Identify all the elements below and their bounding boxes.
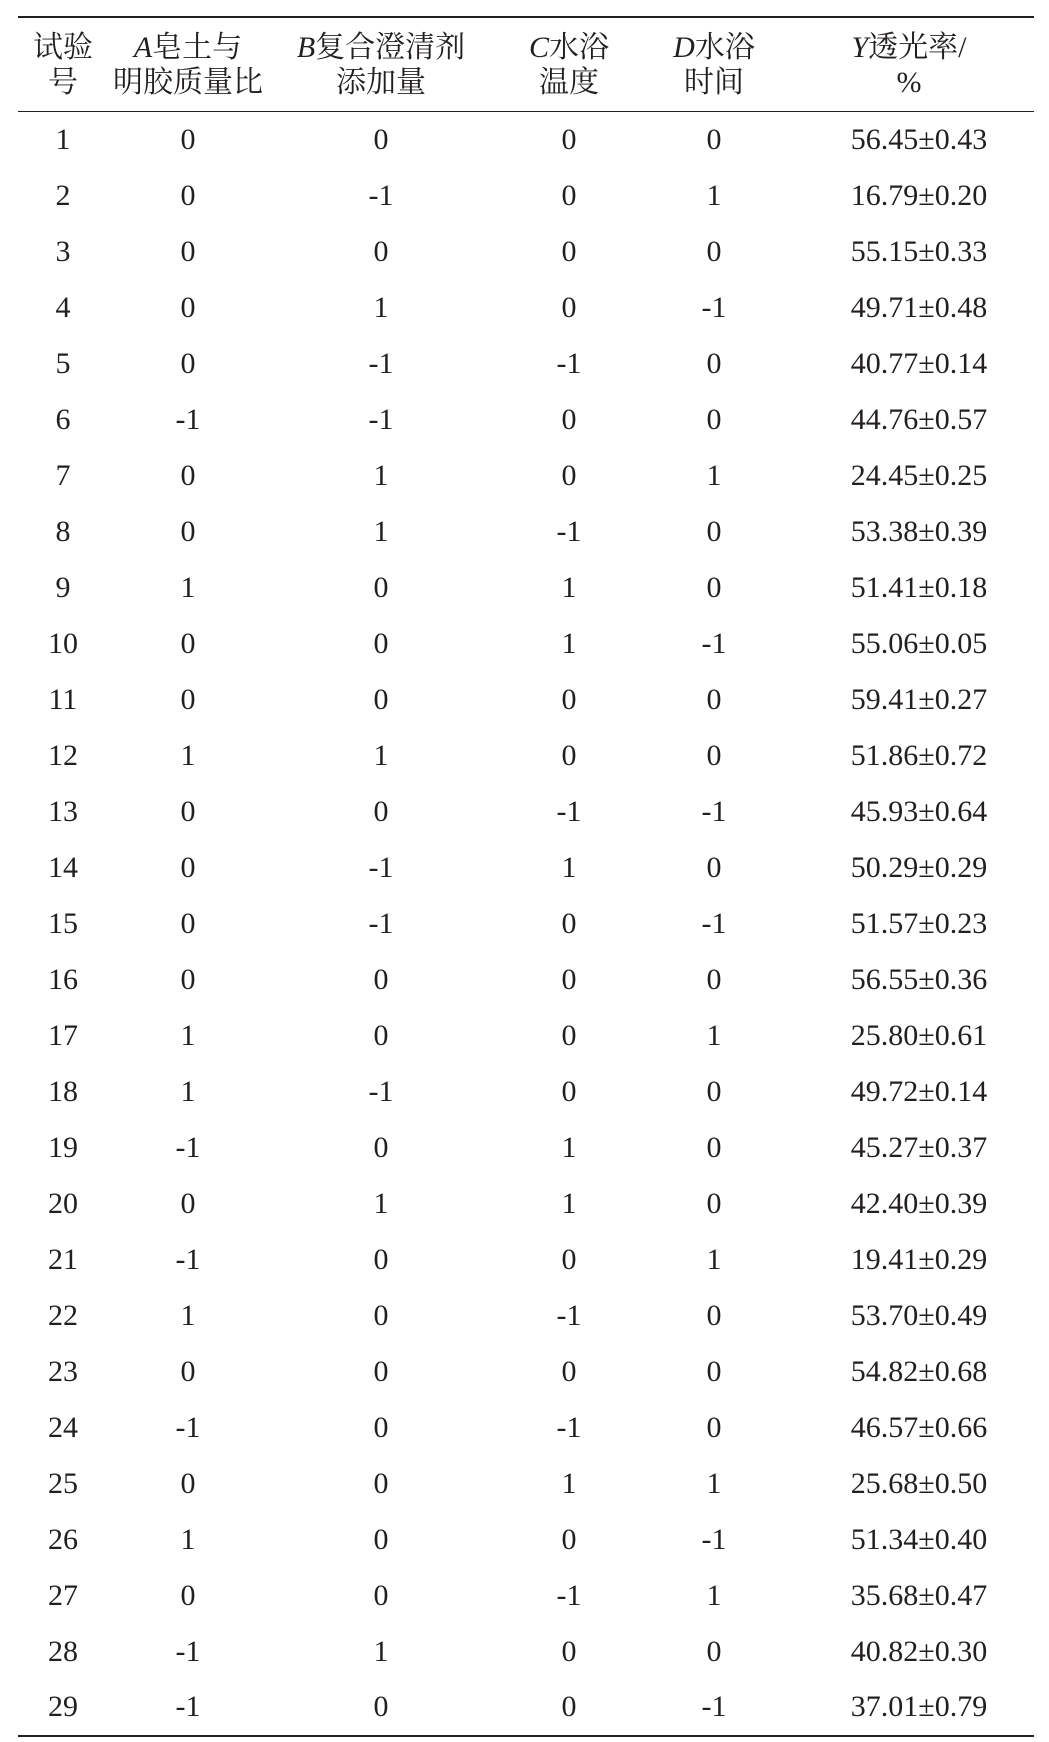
- table-row: [18, 1680, 1034, 1736]
- cell-trial-number: 7: [55, 458, 71, 492]
- cell-factor-b: 1: [373, 1186, 389, 1220]
- cell-trial-number: 1: [55, 122, 71, 156]
- cell-factor-d: 1: [706, 1578, 722, 1612]
- cell-factor-b: 0: [373, 1578, 389, 1612]
- cell-factor-b: -1: [368, 402, 394, 436]
- header-var: C: [528, 30, 549, 64]
- cell-transmittance: 42.40±0.39: [850, 1186, 988, 1220]
- table-row: [18, 784, 1034, 840]
- cell-trial-number: 12: [48, 738, 78, 772]
- table-row: [18, 1120, 1034, 1176]
- cell-factor-d: 1: [706, 1466, 722, 1500]
- cell-factor-b: 0: [373, 1522, 389, 1556]
- cell-factor-b: 0: [373, 682, 389, 716]
- cell-trial-number: 28: [48, 1634, 78, 1668]
- cell-factor-b: 1: [373, 514, 389, 548]
- header-var: B: [296, 30, 316, 64]
- table-row: [18, 728, 1034, 784]
- cell-transmittance: 55.15±0.33: [850, 234, 988, 268]
- cell-factor-a: 1: [180, 1018, 196, 1052]
- cell-trial-number: 17: [48, 1018, 78, 1052]
- cell-transmittance: 19.41±0.29: [850, 1242, 988, 1276]
- cell-factor-c: 0: [561, 234, 577, 268]
- cell-trial-number: 16: [48, 962, 78, 996]
- cell-factor-c: 0: [561, 906, 577, 940]
- cell-trial-number: 22: [48, 1298, 78, 1332]
- cell-trial-number: 24: [48, 1410, 78, 1444]
- cell-factor-a: 0: [180, 290, 196, 324]
- cell-trial-number: 3: [55, 234, 71, 268]
- cell-trial-number: 6: [55, 402, 71, 436]
- cell-factor-a: 1: [180, 1074, 196, 1108]
- cell-transmittance: 51.86±0.72: [850, 738, 988, 772]
- cell-factor-c: 0: [561, 290, 577, 324]
- table-row: [18, 448, 1034, 504]
- cell-trial-number: 10: [48, 626, 78, 660]
- experiment-results-table: [18, 16, 1034, 1737]
- cell-factor-c: 1: [561, 1186, 577, 1220]
- header-label-line1: 透光率/: [868, 30, 967, 64]
- header-response-y: [784, 17, 1034, 112]
- cell-trial-number: 26: [48, 1522, 78, 1556]
- cell-trial-number: 14: [48, 850, 78, 884]
- cell-factor-c: 0: [561, 1354, 577, 1388]
- cell-factor-d: 0: [706, 402, 722, 436]
- cell-factor-c: -1: [556, 794, 582, 828]
- cell-transmittance: 51.41±0.18: [850, 570, 988, 604]
- cell-factor-d: 0: [706, 346, 722, 380]
- cell-factor-a: 0: [180, 346, 196, 380]
- cell-factor-d: 0: [706, 122, 722, 156]
- cell-transmittance: 40.82±0.30: [850, 1634, 988, 1668]
- cell-trial-number: 23: [48, 1354, 78, 1388]
- table-row: [18, 672, 1034, 728]
- cell-transmittance: 50.29±0.29: [850, 850, 988, 884]
- table-row: [18, 1456, 1034, 1512]
- cell-factor-d: -1: [701, 626, 727, 660]
- cell-factor-b: 0: [373, 1466, 389, 1500]
- header-label-line1: 皂土与: [152, 30, 243, 64]
- table-row: [18, 224, 1034, 280]
- table-row: [18, 1624, 1034, 1680]
- cell-factor-d: 0: [706, 1074, 722, 1108]
- cell-factor-d: 0: [706, 850, 722, 884]
- cell-trial-number: 18: [48, 1074, 78, 1108]
- cell-factor-d: -1: [701, 906, 727, 940]
- cell-factor-a: 1: [180, 1522, 196, 1556]
- cell-transmittance: 49.71±0.48: [850, 290, 988, 324]
- cell-factor-b: 0: [373, 1298, 389, 1332]
- cell-factor-c: 0: [561, 1522, 577, 1556]
- table-row: [18, 1344, 1034, 1400]
- table-row: [18, 1512, 1034, 1568]
- cell-factor-c: 0: [561, 962, 577, 996]
- cell-trial-number: 8: [55, 514, 71, 548]
- cell-factor-d: 1: [706, 1242, 722, 1276]
- table-row: [18, 392, 1034, 448]
- header-label-line1: 试验: [33, 30, 93, 64]
- table-row: [18, 1064, 1034, 1120]
- header-trial-number: [18, 17, 108, 112]
- cell-factor-c: 1: [561, 850, 577, 884]
- cell-trial-number: 19: [48, 1130, 78, 1164]
- header-row: [18, 17, 1034, 112]
- cell-factor-b: 1: [373, 290, 389, 324]
- cell-transmittance: 24.45±0.25: [850, 458, 988, 492]
- cell-transmittance: 46.57±0.66: [850, 1410, 988, 1444]
- cell-factor-c: 1: [561, 626, 577, 660]
- table-row: [18, 1176, 1034, 1232]
- header-label-line1: 水浴: [694, 30, 755, 64]
- table-row: [18, 1232, 1034, 1288]
- cell-factor-d: 1: [706, 1018, 722, 1052]
- cell-factor-a: -1: [175, 1410, 201, 1444]
- cell-factor-a: -1: [175, 402, 201, 436]
- cell-factor-b: 0: [373, 234, 389, 268]
- cell-factor-a: 0: [180, 906, 196, 940]
- cell-transmittance: 59.41±0.27: [850, 682, 988, 716]
- cell-factor-b: 0: [373, 122, 389, 156]
- cell-factor-a: 1: [180, 1298, 196, 1332]
- cell-factor-a: 1: [180, 738, 196, 772]
- cell-factor-c: 0: [561, 1018, 577, 1052]
- cell-trial-number: 9: [55, 570, 71, 604]
- cell-factor-a: 0: [180, 458, 196, 492]
- cell-transmittance: 25.80±0.61: [850, 1018, 988, 1052]
- cell-factor-b: 0: [373, 1130, 389, 1164]
- cell-factor-a: 0: [180, 1186, 196, 1220]
- cell-trial-number: 4: [55, 290, 71, 324]
- cell-factor-b: 0: [373, 1018, 389, 1052]
- cell-factor-c: 0: [561, 458, 577, 492]
- cell-factor-b: -1: [368, 1074, 394, 1108]
- cell-factor-c: 0: [561, 1074, 577, 1108]
- table-row: [18, 1008, 1034, 1064]
- table-row: [18, 504, 1034, 560]
- cell-factor-d: -1: [701, 794, 727, 828]
- cell-factor-c: 0: [561, 738, 577, 772]
- header-var: A: [133, 30, 153, 64]
- cell-factor-a: 0: [180, 626, 196, 660]
- cell-factor-b: 0: [373, 962, 389, 996]
- cell-factor-c: 0: [561, 122, 577, 156]
- cell-factor-d: 0: [706, 570, 722, 604]
- cell-factor-b: -1: [368, 906, 394, 940]
- cell-trial-number: 20: [48, 1186, 78, 1220]
- cell-factor-c: 1: [561, 1130, 577, 1164]
- cell-transmittance: 45.27±0.37: [850, 1130, 988, 1164]
- cell-factor-d: -1: [701, 290, 727, 324]
- cell-factor-c: 1: [561, 1466, 577, 1500]
- cell-factor-c: 0: [561, 1690, 577, 1723]
- table-row: [18, 1400, 1034, 1456]
- cell-trial-number: 5: [55, 346, 71, 380]
- cell-transmittance: 16.79±0.20: [850, 178, 988, 212]
- cell-factor-b: -1: [368, 850, 394, 884]
- cell-factor-b: -1: [368, 178, 394, 212]
- cell-transmittance: 25.68±0.50: [850, 1466, 988, 1500]
- cell-factor-c: -1: [556, 1410, 582, 1444]
- cell-factor-a: 1: [180, 570, 196, 604]
- table-row: [18, 560, 1034, 616]
- header-factor-c: [494, 17, 644, 112]
- cell-factor-c: -1: [556, 346, 582, 380]
- cell-transmittance: 40.77±0.14: [850, 346, 988, 380]
- cell-factor-d: 0: [706, 1410, 722, 1444]
- header-label-line2: 时间: [684, 65, 744, 99]
- table-row: [18, 1568, 1034, 1624]
- table-row: [18, 896, 1034, 952]
- cell-transmittance: 49.72±0.14: [850, 1074, 988, 1108]
- cell-factor-b: 0: [373, 1410, 389, 1444]
- cell-trial-number: 27: [48, 1578, 78, 1612]
- cell-factor-a: 0: [180, 682, 196, 716]
- cell-factor-b: 1: [373, 738, 389, 772]
- cell-factor-d: 1: [706, 178, 722, 212]
- cell-factor-b: 0: [373, 1354, 389, 1388]
- table-row: [18, 168, 1034, 224]
- cell-factor-a: -1: [175, 1130, 201, 1164]
- cell-transmittance: 53.70±0.49: [850, 1298, 988, 1332]
- cell-factor-d: 1: [706, 458, 722, 492]
- cell-transmittance: 53.38±0.39: [850, 514, 988, 548]
- cell-factor-c: 0: [561, 178, 577, 212]
- header-factor-b: [268, 17, 494, 112]
- cell-factor-c: 1: [561, 570, 577, 604]
- cell-factor-a: 0: [180, 178, 196, 212]
- table-row: [18, 840, 1034, 896]
- cell-factor-a: 0: [180, 122, 196, 156]
- cell-trial-number: 13: [48, 794, 78, 828]
- cell-factor-b: 0: [373, 570, 389, 604]
- cell-trial-number: 21: [48, 1242, 78, 1276]
- cell-factor-b: 1: [373, 1634, 389, 1668]
- cell-transmittance: 37.01±0.79: [850, 1690, 988, 1723]
- table-row: [18, 952, 1034, 1008]
- cell-factor-d: -1: [701, 1522, 727, 1556]
- cell-factor-d: 0: [706, 1298, 722, 1332]
- header-var: D: [673, 30, 695, 64]
- cell-transmittance: 51.57±0.23: [850, 906, 988, 940]
- cell-factor-c: -1: [556, 1298, 582, 1332]
- header-label-line2: 号: [48, 65, 78, 99]
- cell-factor-a: 0: [180, 850, 196, 884]
- table-row: [18, 336, 1034, 392]
- cell-trial-number: 11: [48, 682, 78, 716]
- cell-trial-number: 15: [48, 906, 78, 940]
- cell-factor-d: 0: [706, 234, 722, 268]
- cell-transmittance: 44.76±0.57: [850, 402, 988, 436]
- cell-factor-c: 0: [561, 402, 577, 436]
- cell-factor-a: 0: [180, 1354, 196, 1388]
- cell-factor-a: 0: [180, 794, 196, 828]
- cell-factor-c: -1: [556, 514, 582, 548]
- cell-factor-a: -1: [175, 1242, 201, 1276]
- cell-transmittance: 56.55±0.36: [850, 962, 988, 996]
- cell-factor-a: -1: [175, 1634, 201, 1668]
- cell-factor-d: 0: [706, 1186, 722, 1220]
- results-table-container: [18, 16, 1034, 1737]
- table-row: [18, 280, 1034, 336]
- header-label-line2: 添加量: [336, 65, 426, 99]
- cell-factor-c: -1: [556, 1578, 582, 1612]
- cell-factor-a: 0: [180, 962, 196, 996]
- cell-trial-number: 2: [55, 178, 71, 212]
- cell-factor-d: 0: [706, 682, 722, 716]
- cell-factor-d: 0: [706, 1354, 722, 1388]
- header-factor-d: [644, 17, 784, 112]
- cell-transmittance: 35.68±0.47: [850, 1578, 988, 1612]
- cell-factor-d: -1: [701, 1690, 727, 1723]
- cell-factor-a: 0: [180, 234, 196, 268]
- table-row: [18, 112, 1034, 168]
- cell-factor-c: 0: [561, 1242, 577, 1276]
- cell-factor-d: 0: [706, 1634, 722, 1668]
- cell-transmittance: 55.06±0.05: [850, 626, 988, 660]
- cell-factor-a: 0: [180, 1466, 196, 1500]
- cell-factor-c: 0: [561, 682, 577, 716]
- header-label-line2: 明胶质量比: [113, 65, 263, 99]
- cell-transmittance: 54.82±0.68: [850, 1354, 988, 1388]
- cell-factor-a: 0: [180, 514, 196, 548]
- cell-factor-b: 0: [373, 1242, 389, 1276]
- cell-factor-b: 0: [373, 1690, 389, 1723]
- cell-transmittance: 45.93±0.64: [850, 794, 988, 828]
- cell-transmittance: 51.34±0.40: [850, 1522, 988, 1556]
- cell-factor-b: 0: [373, 626, 389, 660]
- header-label-line2: 温度: [539, 65, 599, 99]
- header-factor-a: [108, 17, 268, 112]
- cell-factor-d: 0: [706, 962, 722, 996]
- cell-trial-number: 25: [48, 1466, 78, 1500]
- cell-factor-a: -1: [175, 1690, 201, 1723]
- cell-factor-d: 0: [706, 1130, 722, 1164]
- cell-transmittance: 56.45±0.43: [850, 122, 988, 156]
- cell-factor-b: -1: [368, 346, 394, 380]
- table-row: [18, 616, 1034, 672]
- header-var: Y: [851, 30, 869, 64]
- cell-trial-number: 29: [48, 1690, 78, 1723]
- header-label-line1: 复合澄清剂: [315, 30, 466, 64]
- cell-factor-b: 1: [373, 458, 389, 492]
- table-body: [18, 112, 1034, 1736]
- cell-factor-b: 0: [373, 794, 389, 828]
- cell-factor-d: 0: [706, 738, 722, 772]
- cell-factor-a: 0: [180, 1578, 196, 1612]
- header-label-line2: %: [896, 65, 922, 99]
- header-label-line1: 水浴: [549, 30, 609, 64]
- cell-factor-c: 0: [561, 1634, 577, 1668]
- cell-factor-d: 0: [706, 514, 722, 548]
- table-row: [18, 1288, 1034, 1344]
